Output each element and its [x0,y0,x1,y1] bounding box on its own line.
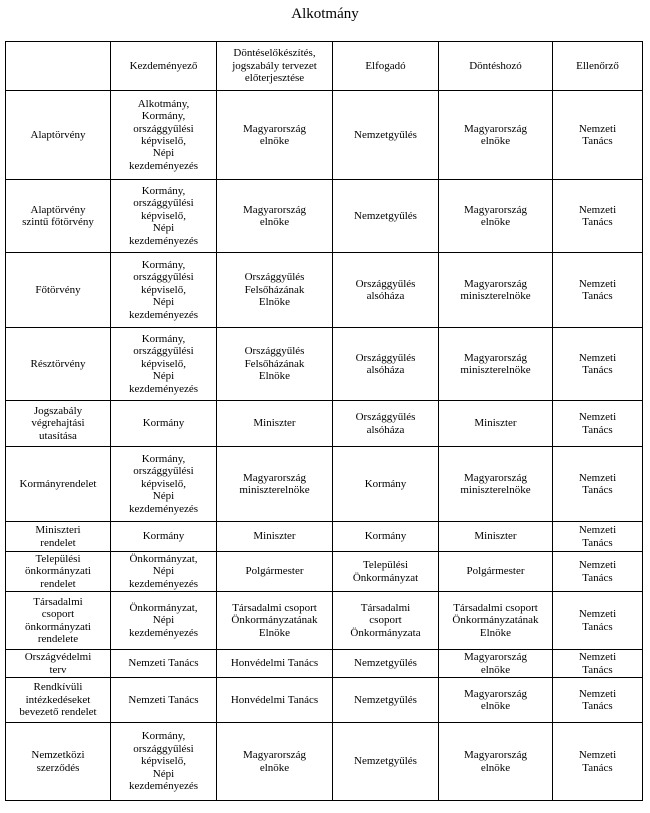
table-row [6,678,643,723]
row-label-cell: Jogszabály végrehajtási utasítása [6,401,111,447]
supervisor-cell: Nemzeti Tanács [553,552,643,592]
row-label-cell: Rendkívüli intézkedéseket bevezető rendelet [6,678,111,723]
header-cell-adopter: Elfogadó [333,42,439,91]
legislation-table [5,41,643,801]
table-row [6,592,643,650]
adopter-cell: Kormány [333,447,439,522]
adopter-cell: Társadalmi csoport Önkormányzata [333,592,439,650]
adopter-cell: Nemzetgyűlés [333,180,439,253]
supervisor-cell: Nemzeti Tanács [553,678,643,723]
initiator-cell: Kormány, országgyűlési képviselő, Népi kezdeményezés [111,328,217,401]
supervisor-cell: Nemzeti Tanács [553,522,643,552]
table-row [6,180,643,253]
initiator-cell: Kormány, országgyűlési képviselő, Népi kezdeményezés [111,180,217,253]
supervisor-cell: Nemzeti Tanács [553,253,643,328]
decision-maker-cell: Magyarország elnöke [439,723,553,801]
page-title: Alkotmány [291,6,359,22]
preparation-cell: Polgármester [217,552,333,592]
header-cell-initiator: Kezdeményező [111,42,217,91]
supervisor-cell: Nemzeti Tanács [553,401,643,447]
table-row [6,522,643,552]
initiator-cell: Nemzeti Tanács [111,678,217,723]
decision-maker-cell: Miniszter [439,522,553,552]
row-label-cell: Társadalmi csoport önkormányzati rendelete [6,592,111,650]
initiator-cell: Kormány, országgyűlési képviselő, Népi kezdeményezés [111,447,217,522]
decision-maker-cell: Miniszter [439,401,553,447]
table-row [6,723,643,801]
decision-maker-cell: Társadalmi csoport Önkormányzatának Elnöke [439,592,553,650]
preparation-cell: Miniszter [217,522,333,552]
table-row [6,253,643,328]
adopter-cell: Települési Önkormányzat [333,552,439,592]
row-label-cell: Kormányrendelet [6,447,111,522]
row-label-cell: Országvédelmi terv [6,650,111,678]
row-label-cell: Nemzetközi szerződés [6,723,111,801]
header-cell-preparation: Döntéselőkészítés, jogszabály tervezet előterjesztése [217,42,333,91]
initiator-cell: Önkormányzat, Népi kezdeményezés [111,552,217,592]
header-cell-blank [6,42,111,91]
row-label-cell: Miniszteri rendelet [6,522,111,552]
header-cell-supervisor: Ellenőrző [553,42,643,91]
table-row [6,650,643,678]
row-label-cell: Települési önkormányzati rendelet [6,552,111,592]
preparation-cell: Honvédelmi Tanács [217,650,333,678]
decision-maker-cell: Magyarország miniszterelnöke [439,328,553,401]
row-label-cell: Főtörvény [6,253,111,328]
row-label-cell: Alaptörvény [6,91,111,180]
table-body [6,91,643,801]
adopter-cell: Országgyűlés alsóháza [333,328,439,401]
decision-maker-cell: Magyarország elnöke [439,650,553,678]
initiator-cell: Alkotmány, Kormány, országgyűlési képviselő, Népi kezdeményezés [111,91,217,180]
supervisor-cell: Nemzeti Tanács [553,180,643,253]
preparation-cell: Honvédelmi Tanács [217,678,333,723]
initiator-cell: Önkormányzat, Népi kezdeményezés [111,592,217,650]
table-header-row [6,42,643,91]
adopter-cell: Nemzetgyűlés [333,678,439,723]
initiator-cell: Kormány [111,522,217,552]
adopter-cell: Országgyűlés alsóháza [333,401,439,447]
initiator-cell: Kormány, országgyűlési képviselő, Népi kezdeményezés [111,253,217,328]
supervisor-cell: Nemzeti Tanács [553,328,643,401]
adopter-cell: Országgyűlés alsóháza [333,253,439,328]
adopter-cell: Nemzetgyűlés [333,650,439,678]
supervisor-cell: Nemzeti Tanács [553,723,643,801]
decision-maker-cell: Magyarország miniszterelnöke [439,447,553,522]
table-row [6,447,643,522]
initiator-cell: Kormány [111,401,217,447]
table-row [6,401,643,447]
preparation-cell: Magyarország elnöke [217,723,333,801]
decision-maker-cell: Magyarország elnöke [439,180,553,253]
decision-maker-cell: Magyarország miniszterelnöke [439,253,553,328]
table-row [6,91,643,180]
preparation-cell: Országgyűlés Felsőházának Elnöke [217,328,333,401]
row-label-cell: Résztörvény [6,328,111,401]
preparation-cell: Országgyűlés Felsőházának Elnöke [217,253,333,328]
initiator-cell: Kormány, országgyűlési képviselő, Népi kezdeményezés [111,723,217,801]
table-row [6,328,643,401]
initiator-cell: Nemzeti Tanács [111,650,217,678]
preparation-cell: Magyarország elnöke [217,91,333,180]
row-label-cell: Alaptörvény szintű főtörvény [6,180,111,253]
adopter-cell: Kormány [333,522,439,552]
supervisor-cell: Nemzeti Tanács [553,91,643,180]
table-row [6,552,643,592]
adopter-cell: Nemzetgyűlés [333,723,439,801]
preparation-cell: Miniszter [217,401,333,447]
decision-maker-cell: Magyarország elnöke [439,91,553,180]
decision-maker-cell: Polgármester [439,552,553,592]
decision-maker-cell: Magyarország elnöke [439,678,553,723]
preparation-cell: Magyarország elnöke [217,180,333,253]
preparation-cell: Magyarország miniszterelnöke [217,447,333,522]
supervisor-cell: Nemzeti Tanács [553,447,643,522]
adopter-cell: Nemzetgyűlés [333,91,439,180]
header-cell-decision-maker: Döntéshozó [439,42,553,91]
supervisor-cell: Nemzeti Tanács [553,592,643,650]
supervisor-cell: Nemzeti Tanács [553,650,643,678]
preparation-cell: Társadalmi csoport Önkormányzatának Elnöke [217,592,333,650]
